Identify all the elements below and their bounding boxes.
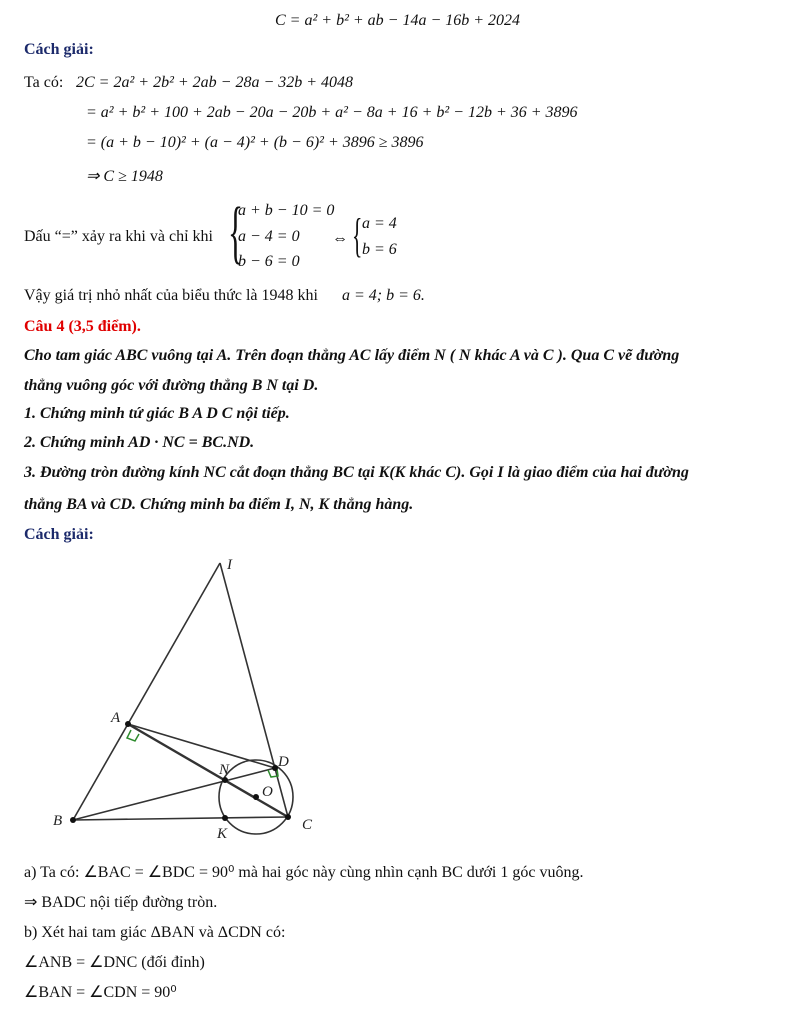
solution-heading: Cách giải:	[24, 41, 94, 58]
system-eq-3: b − 6 = 0	[238, 253, 300, 270]
label-B: B	[53, 813, 63, 829]
expression-c: C = a² + b² + ab − 14a − 16b + 2024	[275, 12, 521, 29]
statement-line-6: thẳng BA và CD. Chứng minh ba điểm I, N, K thẳng hàng.	[24, 496, 414, 513]
system-eq-1: a + b − 10 = 0	[238, 202, 335, 219]
label-A: A	[111, 710, 121, 726]
solution-line-a: a) Ta có: ∠BAC = ∠BDC = 90⁰ mà hai góc này cùng nhìn cạnh BC dưới 1 góc vuông.	[24, 864, 584, 881]
solution-line-b3: ∠BAN = ∠CDN = 90⁰	[24, 984, 177, 1001]
label-C: C	[302, 817, 313, 833]
line-BD	[73, 768, 275, 820]
line-BI	[73, 563, 220, 820]
conclusion-text: Vậy giá trị nhỏ nhất của biểu thức là 1948 khi	[24, 287, 318, 304]
solution-line-a2: ⇒ BADC nội tiếp đường tròn.	[24, 894, 218, 911]
step1: 2C = 2a² + 2b² + 2ab − 28a − 32b + 4048	[76, 74, 354, 91]
label-K: K	[217, 826, 228, 842]
line-BC	[73, 817, 288, 820]
result-eq-1: a = 4	[362, 215, 397, 232]
solution-line-b: b) Xét hai tam giác ΔBAN và ΔCDN có:	[24, 924, 286, 941]
step1-prefix: Ta có:	[24, 74, 64, 91]
conclusion-math: a = 4; b = 6.	[342, 287, 425, 304]
statement-line-3: 1. Chứng minh tứ giác B A D C nội tiếp.	[24, 405, 290, 422]
system-eq-2: a − 4 = 0	[238, 228, 300, 245]
system-brace: {	[228, 194, 244, 271]
line-AD	[128, 724, 275, 768]
equivalence-symbol: ⇔	[332, 230, 348, 247]
solution-line-b2: ∠ANB = ∠DNC (đối đỉnh)	[24, 954, 205, 971]
result-brace: {	[352, 209, 363, 262]
result-eq-2: b = 6	[362, 241, 397, 258]
statement-line-4: 2. Chứng minh AD · NC = BC.ND.	[24, 434, 255, 451]
label-O: O	[262, 784, 273, 800]
step3: = (a + b − 10)² + (a − 4)² + (b − 6)² + 3896 ≥ 3896	[86, 134, 424, 151]
question-4-title: Câu 4 (3,5 điểm).	[24, 318, 141, 335]
label-N: N	[219, 762, 230, 778]
right-angle-A	[127, 730, 139, 741]
label-D: D	[278, 754, 289, 770]
label-I: I	[227, 557, 232, 573]
step2: = a² + b² + 100 + 2ab − 20a − 20b + a² − 8a + 16 + b² − 12b + 36 + 3896	[86, 104, 578, 121]
step4: ⇒ C ≥ 1948	[86, 168, 163, 185]
solution-heading-4: Cách giải:	[24, 526, 94, 543]
statement-line-5: 3. Đường tròn đường kính NC cắt đoạn thẳng BC tại K(K khác C). Gọi I là giao điểm của hai đường	[24, 464, 689, 481]
statement-line-2: thẳng vuông góc với đường thẳng B N tại D.	[24, 377, 319, 394]
statement-line-1: Cho tam giác ABC vuông tại A. Trên đoạn thẳng AC lấy điểm N ( N khác A và C ). Qua C vẽ đường	[24, 347, 680, 364]
equality-text: Dấu “=” xảy ra khi và chỉ khi	[24, 228, 213, 245]
